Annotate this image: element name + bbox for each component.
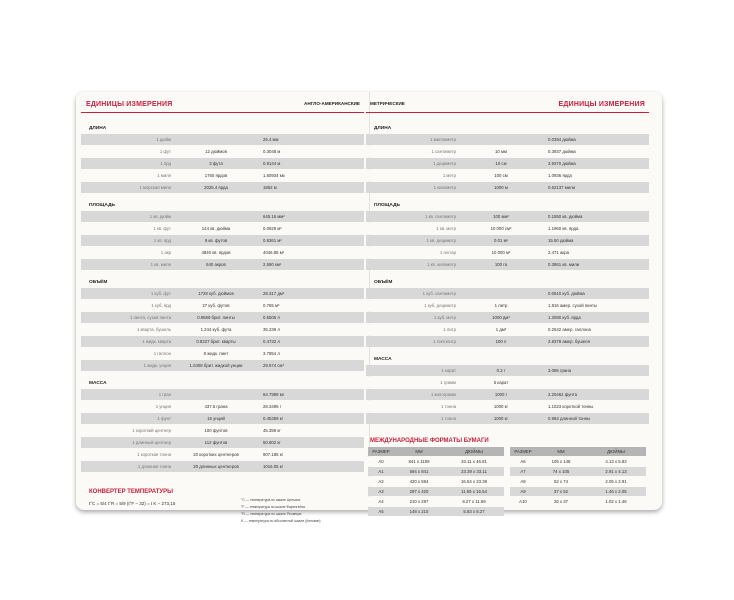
unit-name: 1 гран [158, 392, 171, 397]
paper-row [510, 467, 646, 476]
unit-name: 1 короткий центнер [132, 428, 171, 433]
unit-conversion: 0.765 м³ [263, 303, 280, 308]
paper-cell: A9 [520, 489, 526, 494]
unit-row [366, 288, 649, 299]
unit-conversion: 0.3937 дюйма [548, 149, 576, 154]
paper-cell: 594 x 841 [409, 469, 429, 474]
unit-conversion: 2.590 км² [263, 262, 282, 267]
unit-name: 1 сантиметр [431, 149, 456, 154]
unit-name: 1 куб. метр [433, 315, 456, 320]
unit-name: 1 галлон [153, 351, 171, 356]
unit-row [366, 312, 649, 323]
section-title: ДЛИНА [374, 126, 392, 131]
unit-conversion: 50.802 кг [263, 440, 281, 445]
unit-row [366, 170, 649, 181]
paper-cell: 210 x 297 [409, 499, 429, 504]
unit-name: 1 унция [155, 404, 171, 409]
unit-name: 1 грамм [440, 380, 456, 385]
right-header-rule [366, 112, 649, 113]
unit-name: 1 километр [433, 185, 456, 190]
unit-row [366, 377, 649, 388]
unit-conversion: 0.5506 л [263, 315, 280, 320]
notebook-page-spread [76, 92, 662, 523]
unit-equivalent: 112 фунтов [204, 440, 228, 445]
unit-name: 1 куб. ярд [151, 303, 171, 308]
unit-equivalent: 9 кв. футов [204, 238, 228, 243]
unit-equivalent [456, 134, 546, 145]
paper-table-header [368, 447, 504, 456]
unit-equivalent: 1760 ярдов [204, 173, 228, 178]
unit-equivalent: 1 литр [494, 303, 508, 308]
unit-row [366, 336, 649, 347]
unit-name: 1 дециметр [433, 161, 456, 166]
unit-row [366, 413, 649, 424]
paper-cell: A4 [378, 499, 384, 504]
right-system-label: МЕТРИЧЕСКИЕ [370, 101, 405, 106]
unit-name: 1 длинная тонна [137, 464, 171, 469]
unit-name: 1 пинта, сухая пинта [129, 315, 171, 320]
unit-name: 1 кв. сантиметр [425, 214, 456, 219]
paper-table-left [368, 447, 504, 517]
unit-equivalent: 437.5 грана [204, 404, 228, 409]
unit-equivalent: 100 га [494, 262, 508, 267]
unit-conversion: 0.4732 л [263, 339, 280, 344]
unit-equivalent: 100 см [494, 173, 508, 178]
paper-cell: A2 [378, 479, 384, 484]
unit-conversion: 28.3495 г [263, 404, 282, 409]
unit-name: 1 гектар [439, 250, 456, 255]
unit-conversion: 0.3048 м [263, 149, 281, 154]
unit-equivalent: 100 мм² [493, 214, 509, 219]
section-title: ДЛИНА [89, 126, 107, 131]
unit-conversion: 0.984 длинной тонны [548, 416, 591, 421]
unit-conversion: 2.20462 фунта [548, 392, 578, 397]
unit-row [81, 300, 364, 311]
paper-cell: A5 [378, 509, 384, 514]
paper-cell: 11.69 x 16.54 [461, 489, 487, 494]
unit-equivalent: 16 унций [207, 416, 225, 421]
paper-row [510, 487, 646, 496]
unit-row [81, 437, 364, 448]
section-title: ОБЪЁМ [89, 280, 108, 285]
paper-cell: 52 x 74 [553, 479, 569, 484]
unit-row [366, 365, 649, 376]
unit-conversion: 645.16 мм² [263, 214, 285, 219]
legend-line: °F — температура по шкале Фаренгейта [241, 505, 305, 509]
unit-equivalent: 1.244 куб. фута [200, 327, 232, 332]
left-header [81, 92, 364, 116]
unit-equivalent: 20 коротких центнеров [193, 452, 239, 457]
unit-conversion: 0.45359 кг [263, 416, 284, 421]
unit-conversion: 0.0929 м² [263, 226, 282, 231]
paper-cell: A10 [519, 499, 527, 504]
paper-row [368, 507, 504, 516]
unit-row [366, 324, 649, 335]
unit-name: 1 куб. фут [150, 291, 171, 296]
unit-name: 1 тонна [440, 416, 456, 421]
unit-name: 1 миллиметр [430, 137, 456, 142]
unit-equivalent [171, 389, 261, 400]
unit-conversion: 1852 м [263, 185, 277, 190]
unit-equivalent: 1.0408 брит. жидкой унции [189, 363, 243, 368]
paper-cell: A3 [378, 489, 384, 494]
unit-conversion: 2.471 акра [548, 250, 569, 255]
paper-cell: A8 [520, 479, 526, 484]
unit-equivalent: 640 акров [206, 262, 226, 267]
unit-conversion [546, 377, 649, 388]
unit-row [81, 223, 364, 234]
unit-conversion: 1.3080 куб. ярда [548, 315, 581, 320]
unit-equivalent [171, 134, 261, 145]
paper-header-cell: ДЮЙМЫ [607, 449, 625, 454]
unit-equivalent: 1000 г [494, 392, 508, 397]
right-brand-title: ЕДИНИЦЫ ИЗМЕРЕНИЯ [558, 101, 645, 108]
unit-equivalent: 10 000 см² [490, 226, 512, 231]
unit-name: 1 дюйм [156, 137, 171, 142]
unit-row [81, 449, 364, 460]
temperature-legend [241, 497, 321, 525]
unit-equivalent: 144 кв. дюйма [201, 226, 231, 231]
unit-conversion: 1016.05 кг [263, 464, 284, 469]
right-sections [366, 126, 649, 424]
unit-equivalent: 0.01 м² [494, 238, 508, 243]
paper-table-right [510, 447, 646, 517]
unit-equivalent: 20 длинных центнеров [193, 464, 239, 469]
paper-row [368, 497, 504, 506]
paper-header-cell: ММ [415, 449, 423, 454]
paper-cell: 4.13 x 5.83 [605, 459, 627, 464]
paper-formats-tables [366, 447, 649, 517]
unit-equivalent [171, 211, 261, 222]
unit-conversion: 64.7989 мг [263, 392, 285, 397]
right-header [366, 92, 649, 116]
paper-row [368, 487, 504, 496]
section-title: МАССА [374, 357, 392, 362]
unit-row [366, 235, 649, 246]
unit-row [81, 401, 364, 412]
paper-cell: A1 [378, 469, 384, 474]
unit-row [81, 211, 364, 222]
unit-name: 1 жидк. кварта [142, 339, 171, 344]
unit-conversion: 2.8378 амер. бушеля [548, 339, 590, 344]
unit-row [81, 259, 364, 270]
unit-name: 1 длинный центнер [132, 440, 171, 445]
paper-row [510, 497, 646, 506]
unit-name: 1 кв. ярд [153, 238, 171, 243]
unit-conversion: 3.7854 л [263, 351, 280, 356]
unit-name: 1 морская миля [139, 185, 171, 190]
unit-conversion: 0.0610 куб. дюйма [548, 291, 585, 296]
section-title: МАССА [89, 381, 107, 386]
unit-conversion: 3.086 грана [548, 368, 572, 373]
unit-name: 1 кварта, бушель [136, 327, 171, 332]
left-header-rule [81, 112, 364, 113]
paper-row [368, 457, 504, 466]
unit-conversion: 0.62137 мили [548, 185, 575, 190]
paper-cell: 16.54 x 23.39 [460, 479, 488, 484]
unit-conversion: 35.239 л [263, 327, 280, 332]
unit-name: 1 фут [159, 149, 171, 154]
unit-name: 1 куб. сантиметр [422, 291, 456, 296]
unit-conversion: 0.8361 м² [263, 238, 282, 243]
unit-name: 1 акр [160, 250, 171, 255]
paper-cell: 297 x 420 [409, 489, 429, 494]
paper-cell: 37 x 52 [553, 489, 569, 494]
paper-cell: 1.46 x 2.05 [605, 489, 627, 494]
unit-row [81, 312, 364, 323]
unit-name: 1 кв. фут [153, 226, 171, 231]
unit-equivalent: 10 мм [495, 149, 507, 154]
temperature-converter [81, 473, 364, 523]
unit-name: 1 килограмм [430, 392, 456, 397]
unit-row [366, 247, 649, 258]
unit-row [81, 288, 364, 299]
unit-row [81, 170, 364, 181]
paper-cell: 74 x 105 [552, 469, 570, 474]
unit-conversion: 1.0936 ярда [548, 173, 572, 178]
unit-equivalent: 1000 дм³ [492, 315, 510, 320]
unit-equivalent: 1000 кг [493, 416, 509, 421]
unit-equivalent: 100 фунтов [204, 428, 228, 433]
unit-conversion: 0.0394 дюйма [548, 137, 576, 142]
left-brand-title: ЕДИНИЦЫ ИЗМЕРЕНИЯ [86, 101, 173, 108]
temperature-formula: t°C = 5/4 t°R = 5/9 (t°F − 32) = t K − 273,15 [89, 501, 176, 506]
unit-equivalent: 3 фута [209, 161, 223, 166]
paper-row [368, 477, 504, 486]
legend-line: °C — температура по шкале Цельсия [241, 498, 301, 502]
paper-cell: A0 [378, 459, 384, 464]
unit-row [366, 134, 649, 145]
legend-line: K — температура по абсолютной шкале (Кельвин) [241, 519, 321, 523]
unit-row [81, 247, 364, 258]
unit-row [366, 211, 649, 222]
unit-equivalent: 0.2 г [496, 368, 506, 373]
paper-cell: 1.02 x 1.46 [605, 499, 627, 504]
left-sections [81, 126, 364, 472]
unit-conversion: 45.359 кг [263, 428, 281, 433]
paper-row [510, 457, 646, 466]
paper-cell: 2.91 x 4.13 [605, 469, 627, 474]
paper-cell: A6 [520, 459, 526, 464]
paper-table-header [510, 447, 646, 456]
unit-row [366, 401, 649, 412]
unit-name: 1 литр [443, 327, 456, 332]
paper-header-cell: ДЮЙМЫ [465, 449, 483, 454]
paper-row [368, 467, 504, 476]
unit-conversion: 25.4 мм [263, 137, 279, 142]
unit-equivalent: 10 000 м² [491, 250, 511, 255]
unit-row [366, 259, 649, 270]
unit-row [366, 300, 649, 311]
paper-cell: A7 [520, 469, 526, 474]
unit-conversion: 0.3861 кв. мили [548, 262, 580, 267]
unit-row [366, 146, 649, 157]
unit-equivalent: 1728 куб. дюймов [198, 291, 234, 296]
unit-row [366, 389, 649, 400]
unit-row [81, 146, 364, 157]
unit-equivalent: 0.9689 брит. пинты [197, 315, 235, 320]
unit-name: 1 гектолитр [433, 339, 456, 344]
unit-equivalent: 1 дм³ [495, 327, 507, 332]
unit-row [81, 336, 364, 347]
unit-conversion: 1.816 амер. сухой пинты [548, 303, 597, 308]
unit-row [81, 348, 364, 359]
paper-header-cell: РАЗМЕР [372, 449, 390, 454]
paper-cell: 841 x 1189 [408, 459, 430, 464]
paper-row [510, 477, 646, 486]
unit-conversion: 1.1960 кв. ярда [548, 226, 579, 231]
unit-equivalent: 10 см [495, 161, 507, 166]
unit-conversion: 907.185 кг [263, 452, 284, 457]
unit-row [81, 413, 364, 424]
paper-formats-title: МЕЖДУНАРОДНЫЕ ФОРМАТЫ БУМАГИ [370, 438, 489, 444]
unit-name: 1 кв. дециметр [426, 238, 456, 243]
unit-row [366, 223, 649, 234]
unit-equivalent: 4840 кв. ярдов [201, 250, 231, 255]
unit-name: 1 миля [157, 173, 171, 178]
unit-row [81, 182, 364, 193]
unit-row [81, 425, 364, 436]
unit-name: 1 кв. миля [150, 262, 171, 267]
unit-row [81, 158, 364, 169]
section-title: ПЛОЩАДЬ [89, 203, 115, 208]
unit-row [81, 235, 364, 246]
paper-cell: 105 x 148 [551, 459, 571, 464]
unit-conversion: 0.9144 м [263, 161, 281, 166]
unit-equivalent: 100 л [495, 339, 507, 344]
unit-name: 1 метр [442, 173, 456, 178]
unit-equivalent: 8 жидк. пинт [203, 351, 229, 356]
unit-row [81, 461, 364, 472]
temperature-title: КОНВЕРТЕР ТЕМПЕРАТУРЫ [89, 489, 174, 495]
left-system-label: АНГЛО-АМЕРИКАНСКИЕ [304, 101, 360, 106]
unit-row [81, 324, 364, 335]
unit-row [81, 360, 364, 371]
unit-equivalent: 1000 м [494, 185, 508, 190]
unit-equivalent: 0.8327 брит. кварты [196, 339, 236, 344]
paper-cell: 8.27 x 11.69 [462, 499, 486, 504]
unit-conversion: 29.574 см³ [263, 363, 284, 368]
unit-name: 1 кв. дюйм [149, 214, 171, 219]
unit-name: 1 жидк. унция [143, 363, 171, 368]
unit-conversion: 0.2642 амер. галлона [548, 327, 591, 332]
legend-line: °R — температура по шкале Реомюра [241, 512, 302, 516]
unit-equivalent: 5 карат [493, 380, 509, 385]
unit-conversion: 4046.86 м² [263, 250, 285, 255]
unit-equivalent: 2025.4 ярда [204, 185, 228, 190]
section-title: ПЛОЩАДЬ [374, 203, 400, 208]
unit-conversion: 0.1550 кв. дюйма [548, 214, 583, 219]
paper-cell: 2.05 x 2.91 [605, 479, 627, 484]
anglo-american-column [81, 92, 364, 523]
unit-name: 1 фунт [157, 416, 171, 421]
paper-cell: 33.11 x 46.81 [461, 459, 487, 464]
unit-conversion: 15.50 дюйма [548, 238, 574, 243]
unit-row [81, 389, 364, 400]
unit-equivalent: 1000 кг [493, 404, 509, 409]
unit-equivalent: 27 куб. футов [202, 303, 230, 308]
paper-cell: 420 x 594 [409, 479, 429, 484]
unit-name: 1 куб. дециметр [424, 303, 456, 308]
unit-name: 1 кв. метр [436, 226, 456, 231]
section-title: ОБЪЁМ [374, 280, 393, 285]
unit-conversion: 28.317 дм³ [263, 291, 285, 296]
paper-header-cell: ММ [557, 449, 565, 454]
unit-row [366, 182, 649, 193]
unit-row [366, 158, 649, 169]
unit-row [81, 134, 364, 145]
unit-conversion: 1.60934 км [263, 173, 285, 178]
paper-cell: 148 x 210 [409, 509, 429, 514]
paper-header-cell: РАЗМЕР [514, 449, 532, 454]
paper-cell: 5.83 x 8.27 [463, 509, 485, 514]
paper-cell: 23.39 x 33.11 [461, 469, 487, 474]
unit-equivalent [456, 288, 546, 299]
unit-name: 1 короткая тонна [137, 452, 171, 457]
unit-name: 1 тонна [440, 404, 456, 409]
unit-conversion: 3.9370 дюйма [548, 161, 576, 166]
paper-cell: 26 x 37 [553, 499, 569, 504]
metric-column [366, 92, 649, 517]
unit-name: 1 ярд [160, 161, 171, 166]
unit-name: 1 карат [441, 368, 456, 373]
unit-name: 1 кв. километр [427, 262, 456, 267]
unit-equivalent: 12 дюймов [205, 149, 227, 154]
unit-conversion: 1.1023 короткой тонны [548, 404, 594, 409]
